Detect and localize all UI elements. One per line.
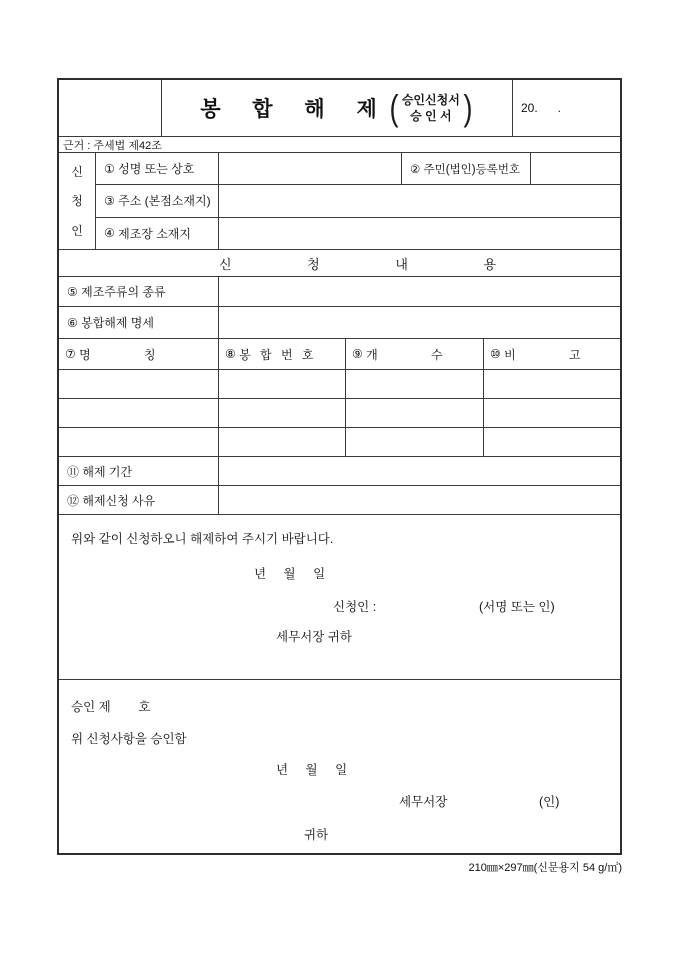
field-number: ⑫ bbox=[67, 493, 80, 508]
applicant-row-name bbox=[96, 153, 620, 185]
field-number: ⑪ bbox=[67, 464, 80, 479]
application-addressee: 세무서장 귀하 bbox=[276, 630, 352, 644]
open-paren: ( bbox=[389, 87, 399, 128]
field-release-period-row bbox=[59, 457, 620, 486]
table-cell bbox=[59, 370, 219, 398]
column-number: ⑩ bbox=[490, 347, 501, 361]
form-title: 봉 합 해 제 bbox=[200, 98, 378, 121]
field-label: 해제 기간 bbox=[82, 464, 133, 479]
table-header-count bbox=[346, 339, 484, 369]
applicant-vertical-label bbox=[59, 153, 96, 249]
form-title-cell bbox=[162, 80, 513, 136]
table-cell bbox=[484, 428, 620, 456]
field-address-label bbox=[96, 185, 219, 216]
paper-size-note: 210㎜×297㎜(신문용지 54 g/㎡) bbox=[468, 862, 622, 874]
title-paren-group bbox=[388, 87, 474, 128]
field-number: ② bbox=[410, 163, 421, 176]
column-label: 명 칭 bbox=[79, 347, 156, 362]
vertical-label-char: 인 bbox=[71, 223, 83, 238]
table-header-remarks bbox=[484, 339, 620, 369]
table-cell bbox=[59, 428, 219, 456]
title-subtype-approval: 승 인 서 bbox=[410, 108, 452, 123]
applicant-row-factory bbox=[96, 218, 620, 249]
field-release-reason-row bbox=[59, 486, 620, 515]
field-regno-value bbox=[530, 153, 620, 184]
field-release-period-label bbox=[59, 457, 219, 485]
close-paren: ) bbox=[463, 87, 473, 128]
field-name-label bbox=[96, 153, 219, 184]
applicant-row-address bbox=[96, 185, 620, 217]
field-seal-release-detail-row bbox=[59, 307, 620, 339]
column-number: ⑧ bbox=[225, 347, 236, 361]
field-label: 성명 또는 상호 bbox=[118, 162, 195, 177]
field-liquor-type-row bbox=[59, 277, 620, 307]
approval-number-line: 승인 제 호 bbox=[71, 700, 151, 714]
field-liquor-type-value bbox=[219, 277, 620, 306]
legal-basis: 근거 : 주세법 제42조 bbox=[59, 137, 620, 153]
table-cell bbox=[484, 399, 620, 427]
field-label: 주민(법인)등록번호 bbox=[423, 163, 521, 176]
applicant-block bbox=[59, 153, 620, 250]
field-label: 해제신청 사유 bbox=[82, 493, 156, 508]
section-header-application-details: 신 청 내 용 bbox=[59, 250, 620, 277]
applicant-signature-label: 신청인 : bbox=[333, 600, 377, 614]
approval-date-line: 년 월 일 bbox=[276, 763, 348, 777]
field-number: ⑤ bbox=[67, 284, 78, 299]
table-cell bbox=[219, 399, 346, 427]
approval-addressee: 귀하 bbox=[304, 828, 329, 842]
table-header-seal-number bbox=[219, 339, 346, 369]
vertical-label-char: 신 bbox=[71, 165, 83, 180]
field-label: 제조주류의 종류 bbox=[81, 285, 166, 299]
approval-statement: 위 신청사항을 승인함 bbox=[71, 732, 187, 746]
table-cell bbox=[219, 428, 346, 456]
field-label: 제조장 소재지 bbox=[118, 226, 191, 241]
title-subtype-stack bbox=[400, 93, 462, 123]
field-label: 봉합해제 명세 bbox=[81, 316, 154, 330]
field-label: 주소 (본점소재지) bbox=[118, 194, 211, 209]
table-header-row bbox=[59, 339, 620, 370]
form-number-box bbox=[59, 80, 162, 136]
application-date-line: 년 월 일 bbox=[254, 567, 326, 581]
field-number: ③ bbox=[104, 193, 115, 208]
field-release-period-value bbox=[219, 457, 620, 485]
application-statement: 위와 같이 신청하오니 해제하여 주시기 바랍니다. bbox=[71, 532, 334, 546]
table-header-name bbox=[59, 339, 219, 369]
table-row bbox=[59, 428, 620, 457]
application-statement-box bbox=[59, 515, 620, 680]
approval-signer: 세무서장 bbox=[399, 795, 448, 809]
date-cell: 20. . bbox=[521, 101, 562, 115]
field-number: ① bbox=[104, 161, 115, 176]
table-cell bbox=[219, 370, 346, 398]
field-seal-release-detail-label bbox=[59, 307, 219, 338]
table-row bbox=[59, 399, 620, 428]
column-label: 개 수 bbox=[366, 347, 443, 362]
field-seal-release-detail-value bbox=[219, 307, 620, 338]
table-cell bbox=[346, 428, 484, 456]
field-factory-label bbox=[96, 218, 219, 249]
field-regno-label bbox=[401, 153, 530, 184]
field-release-reason-value bbox=[219, 486, 620, 514]
column-label: 비 고 bbox=[504, 347, 581, 362]
field-liquor-type-label bbox=[59, 277, 219, 306]
column-number: ⑦ bbox=[65, 347, 76, 361]
field-address-value bbox=[219, 185, 620, 216]
applicant-rows bbox=[96, 153, 620, 249]
field-number: ⑥ bbox=[67, 315, 78, 330]
table-row bbox=[59, 370, 620, 399]
table-cell bbox=[484, 370, 620, 398]
column-number: ⑨ bbox=[352, 347, 363, 361]
signature-or-seal-note: (서명 또는 인) bbox=[479, 600, 555, 614]
seal-release-form bbox=[57, 78, 622, 855]
field-name-value bbox=[219, 153, 401, 184]
table-cell bbox=[346, 399, 484, 427]
table-cell bbox=[346, 370, 484, 398]
approval-box bbox=[59, 680, 620, 857]
column-label: 봉 합 번 호 bbox=[239, 347, 314, 362]
title-subtype-application: 승인신청서 bbox=[401, 93, 460, 108]
form-header-row bbox=[59, 80, 620, 137]
vertical-label-char: 청 bbox=[71, 194, 83, 209]
table-cell bbox=[59, 399, 219, 427]
field-factory-value bbox=[219, 218, 620, 249]
field-number: ④ bbox=[104, 226, 115, 241]
seal-note: (인) bbox=[539, 795, 560, 809]
field-release-reason-label bbox=[59, 486, 219, 514]
